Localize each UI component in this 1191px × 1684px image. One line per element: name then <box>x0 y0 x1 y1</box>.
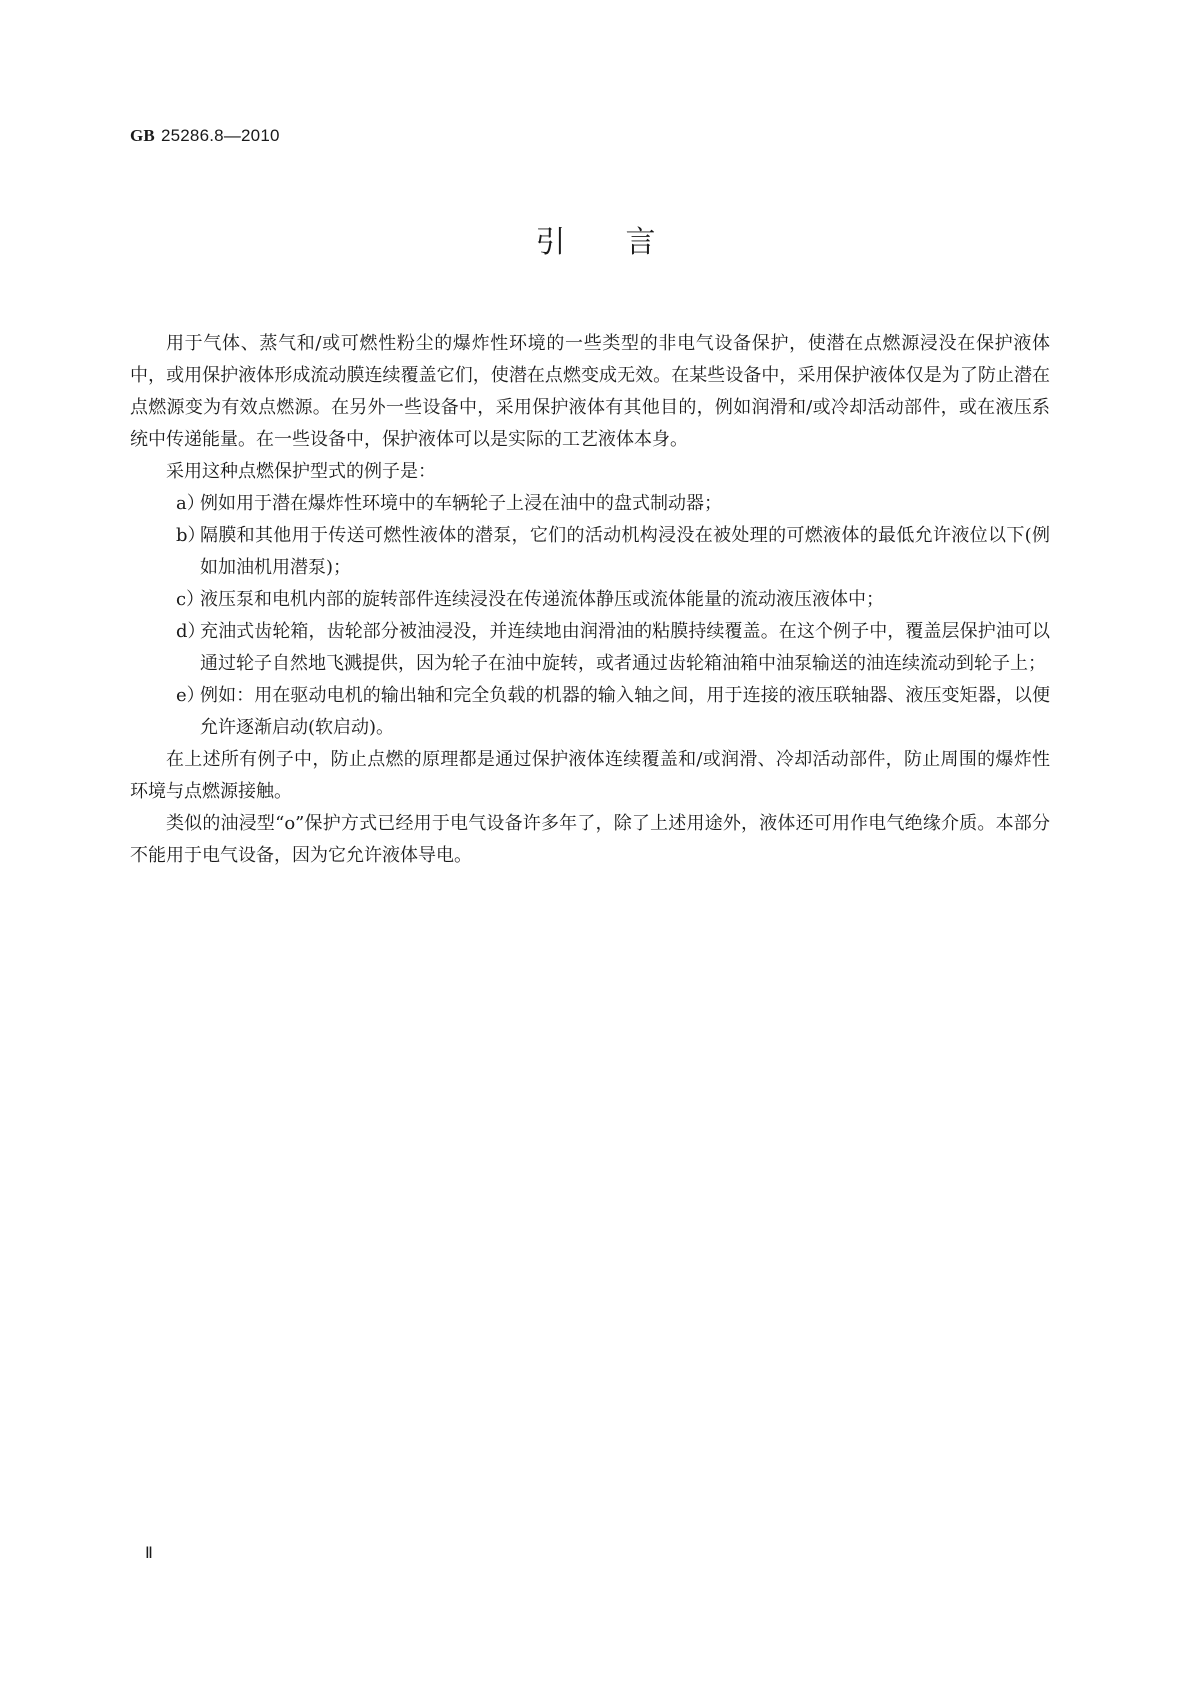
list-item-text: 液压泵和电机内部的旋转部件连续浸没在传递流体静压或流体能量的流动液压液体中； <box>200 589 884 610</box>
list-item <box>130 488 1050 520</box>
list-item <box>130 616 1050 680</box>
standard-code: GB <box>130 126 155 145</box>
page-number: Ⅱ <box>145 1545 153 1562</box>
list-item <box>130 520 1050 584</box>
list-item-label: c） <box>176 589 205 610</box>
list-item-text: 充油式齿轮箱，齿轮部分被油浸没，并连续地由润滑油的粘膜持续覆盖。在这个例子中，覆盖层保护油可以通过轮子自然地飞溅提供，因为轮子在油中旋转，或者通过齿轮箱油箱中油泵输送的油连续流动到轮子上； <box>200 621 1050 674</box>
standard-number-value: 25286.8—2010 <box>160 126 280 145</box>
list-item-text: 隔膜和其他用于传送可燃性液体的潜泵，它们的活动机构浸没在被处理的可燃液体的最低允许液位以下(例如加油机用潜泵)； <box>200 525 1050 578</box>
standard-number <box>130 126 280 146</box>
list-item <box>130 584 1050 616</box>
list-item-text: 例如用于潜在爆炸性环境中的车辆轮子上浸在油中的盘式制动器； <box>200 493 722 514</box>
examples-intro-paragraph: 采用这种点燃保护型式的例子是： <box>166 461 436 482</box>
list-item-text: 例如：用在驱动电机的输出轴和完全负载的机器的输入轴之间，用于连接的液压联轴器、液压变矩器，以便允许逐渐启动(软启动)。 <box>200 685 1050 738</box>
list-item-label: a） <box>176 493 205 514</box>
list-item-label: b） <box>176 525 206 546</box>
list-item-label: e） <box>176 685 205 706</box>
document-body <box>130 328 1050 872</box>
principle-paragraph: 在上述所有例子中，防止点燃的原理都是通过保护液体连续覆盖和/或润滑、冷却活动部件，防止周围的爆炸性环境与点燃源接触。 <box>130 749 1050 802</box>
list-item <box>130 680 1050 744</box>
similar-protection-paragraph: 类似的油浸型“o”保护方式已经用于电气设备许多年了，除了上述用途外，液体还可用作电气绝缘介质。本部分不能用于电气设备，因为它允许液体导电。 <box>130 813 1050 866</box>
page-title: 引言 <box>535 225 716 260</box>
list-item-label: d） <box>176 621 206 642</box>
intro-paragraph: 用于气体、蒸气和/或可燃性粉尘的爆炸性环境的一些类型的非电气设备保护，使潜在点燃源浸没在保护液体中，或用保护液体形成流动膜连续覆盖它们，使潜在点燃变成无效。在某些设备中，采用保护液体仅是为了防止潜在点燃源变为有效点燃源。在另外一些设备中，采用保护液体有其他目的，例如润滑和/或冷却活动部件，或在液压系统中传递能量。在一些设备中，保护液体可以是实际的工艺液体本身。 <box>130 333 1050 450</box>
